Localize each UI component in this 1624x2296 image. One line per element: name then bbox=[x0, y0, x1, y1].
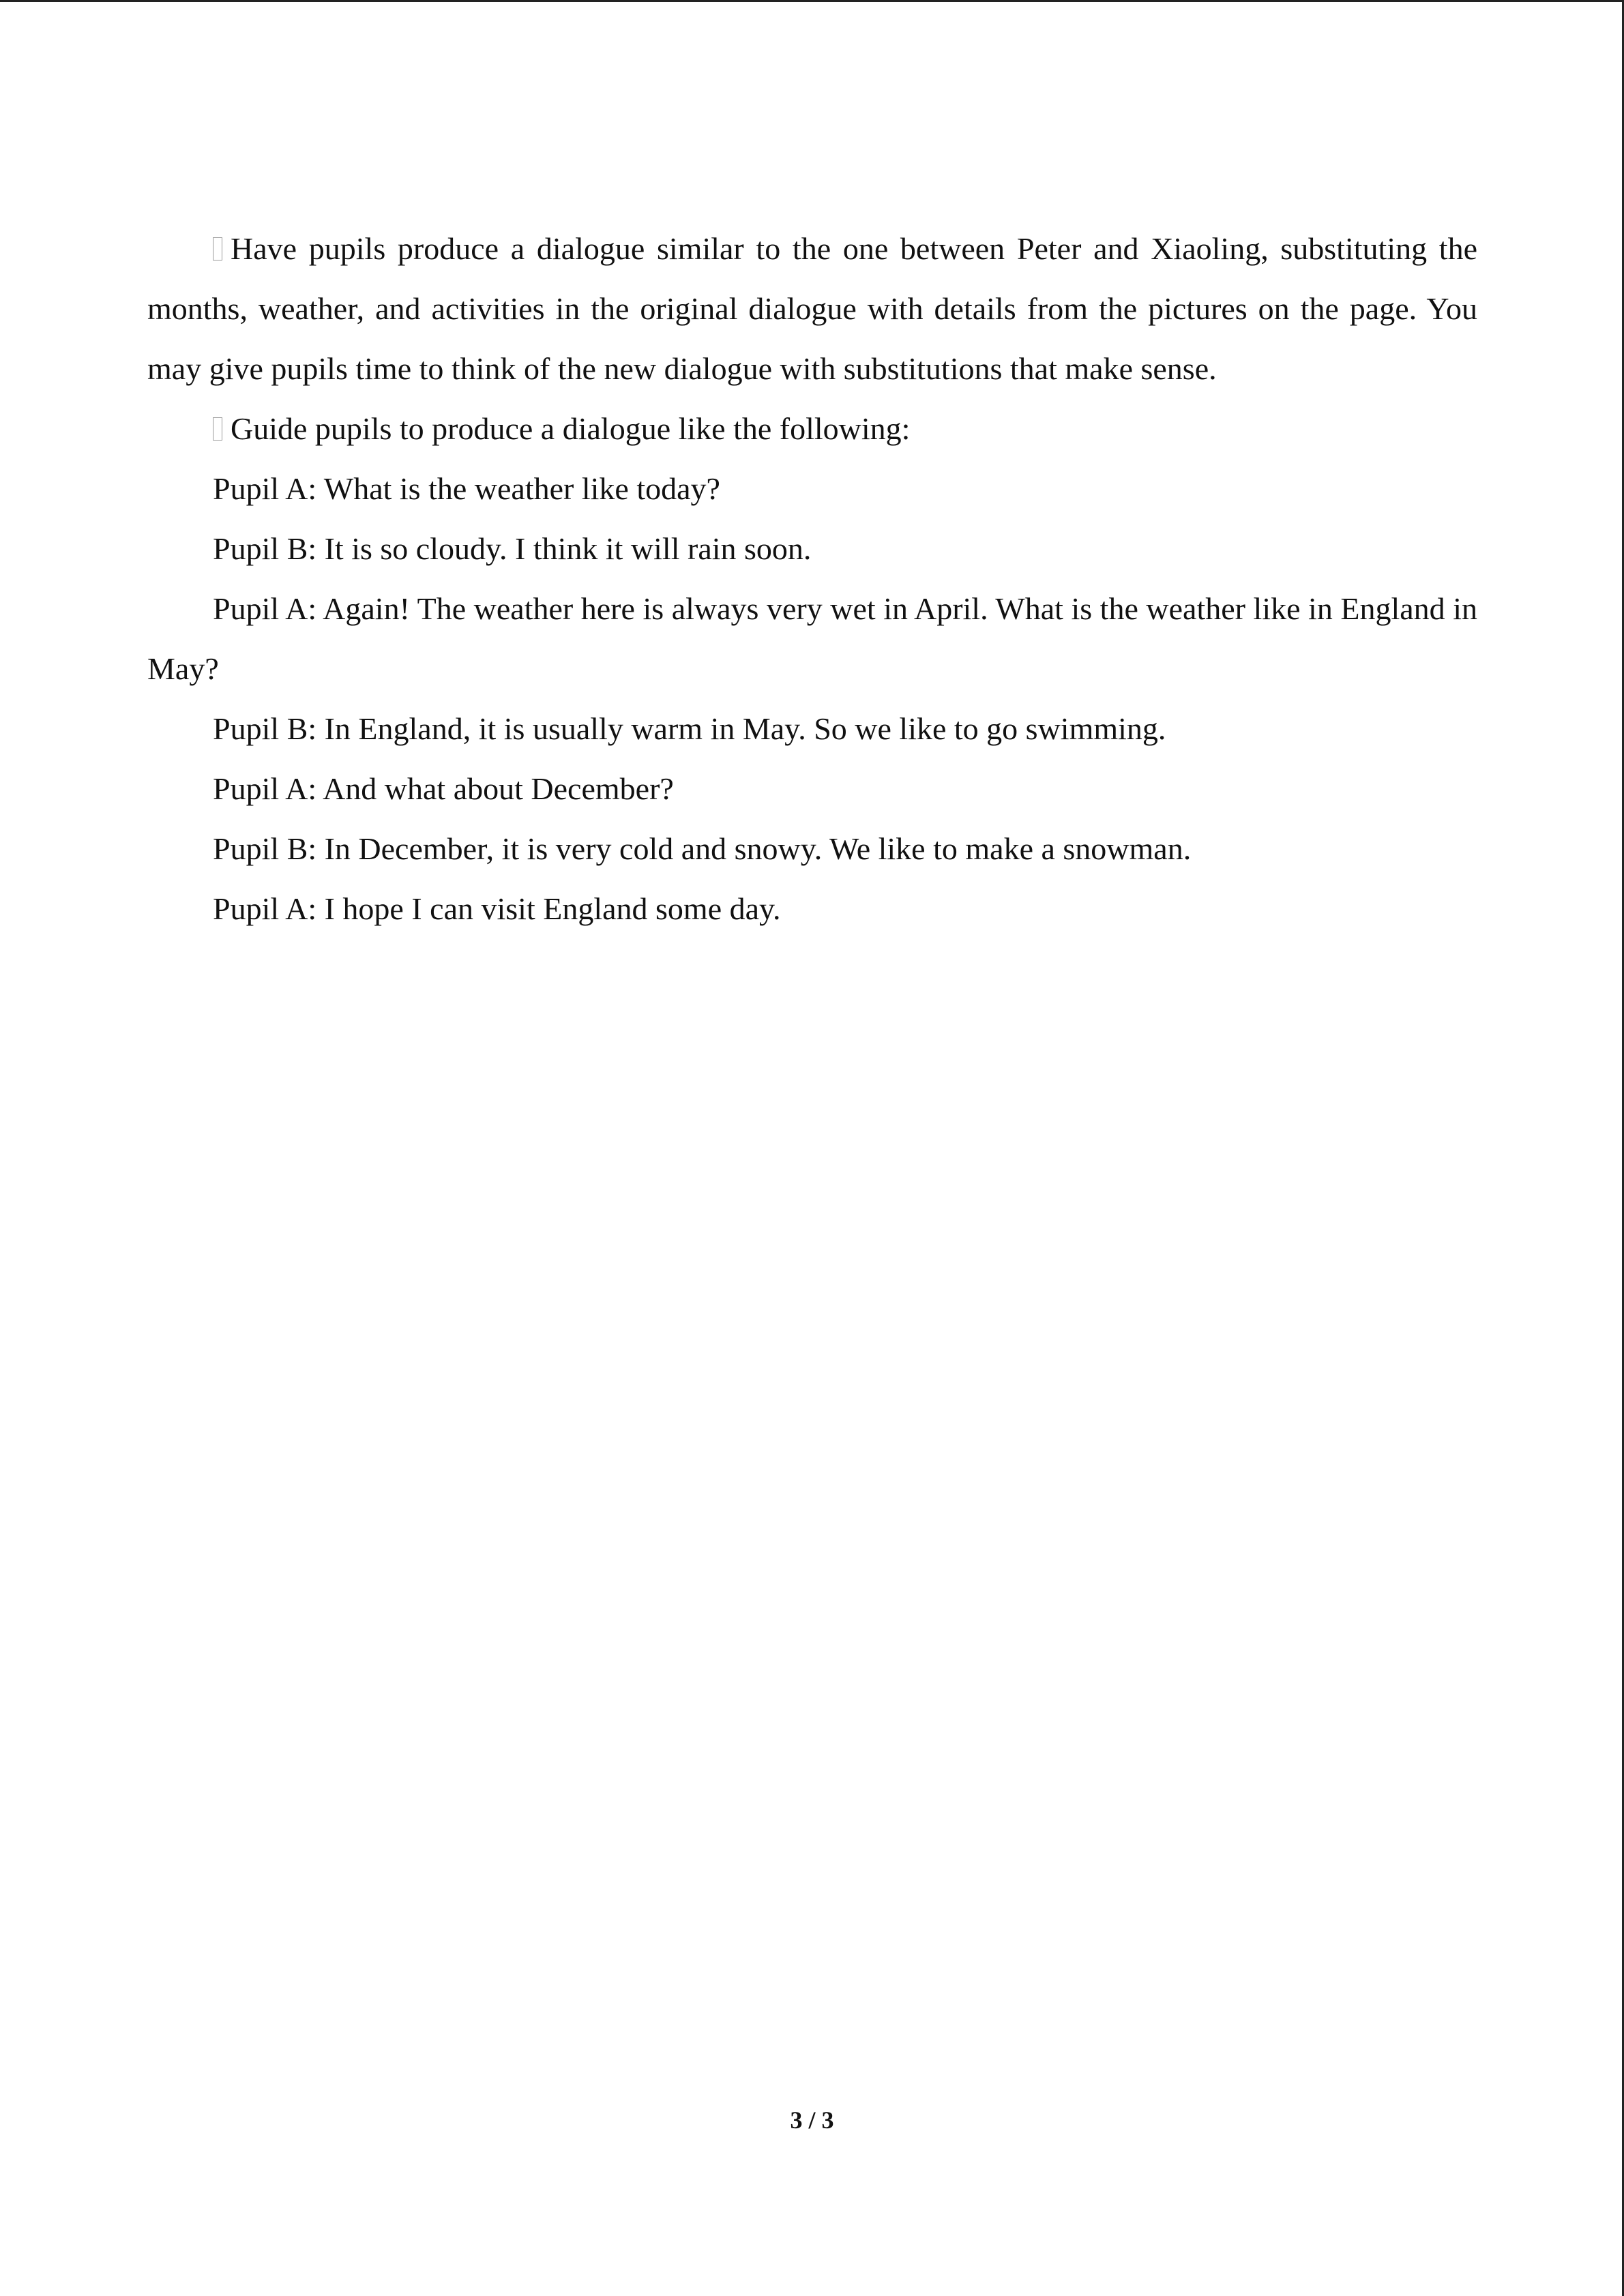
dialogue-line: Pupil B: In December, it is very cold and snowy. We like to make a snowman. bbox=[213, 831, 1192, 866]
dialogue-line: Pupil B: It is so cloudy. I think it will rain soon. bbox=[213, 531, 812, 566]
paragraph-text: Guide pupils to produce a dialogue like the following: bbox=[231, 411, 911, 446]
page-number: 3 / 3 bbox=[790, 2106, 834, 2134]
bullet-icon bbox=[213, 417, 222, 441]
bullet-icon bbox=[213, 237, 222, 260]
dialogue-line: Pupil B: In England, it is usually warm in May. So we like to go swimming. bbox=[213, 711, 1166, 746]
paragraph-text: Have pupils produce a dialogue similar to the one between Peter and Xiaoling, substituting the months, weather, and activities in the original dialogue with details from the pictures on the page. You may give pupils time to think of the new dialogue with substitutions that make sense. bbox=[147, 231, 1477, 386]
paragraph-instruction-2 bbox=[147, 399, 1477, 459]
document-body bbox=[147, 219, 1477, 939]
dialogue-line: Pupil A: I hope I can visit England some day. bbox=[213, 891, 781, 926]
dialogue-line: Pupil A: What is the weather like today? bbox=[213, 471, 720, 506]
dialogue-line: Pupil A: Again! The weather here is always very wet in April. What is the weather like in England in May? bbox=[147, 591, 1477, 686]
paragraph-instruction-1 bbox=[147, 219, 1477, 399]
dialogue-line: Pupil A: And what about December? bbox=[213, 771, 674, 806]
